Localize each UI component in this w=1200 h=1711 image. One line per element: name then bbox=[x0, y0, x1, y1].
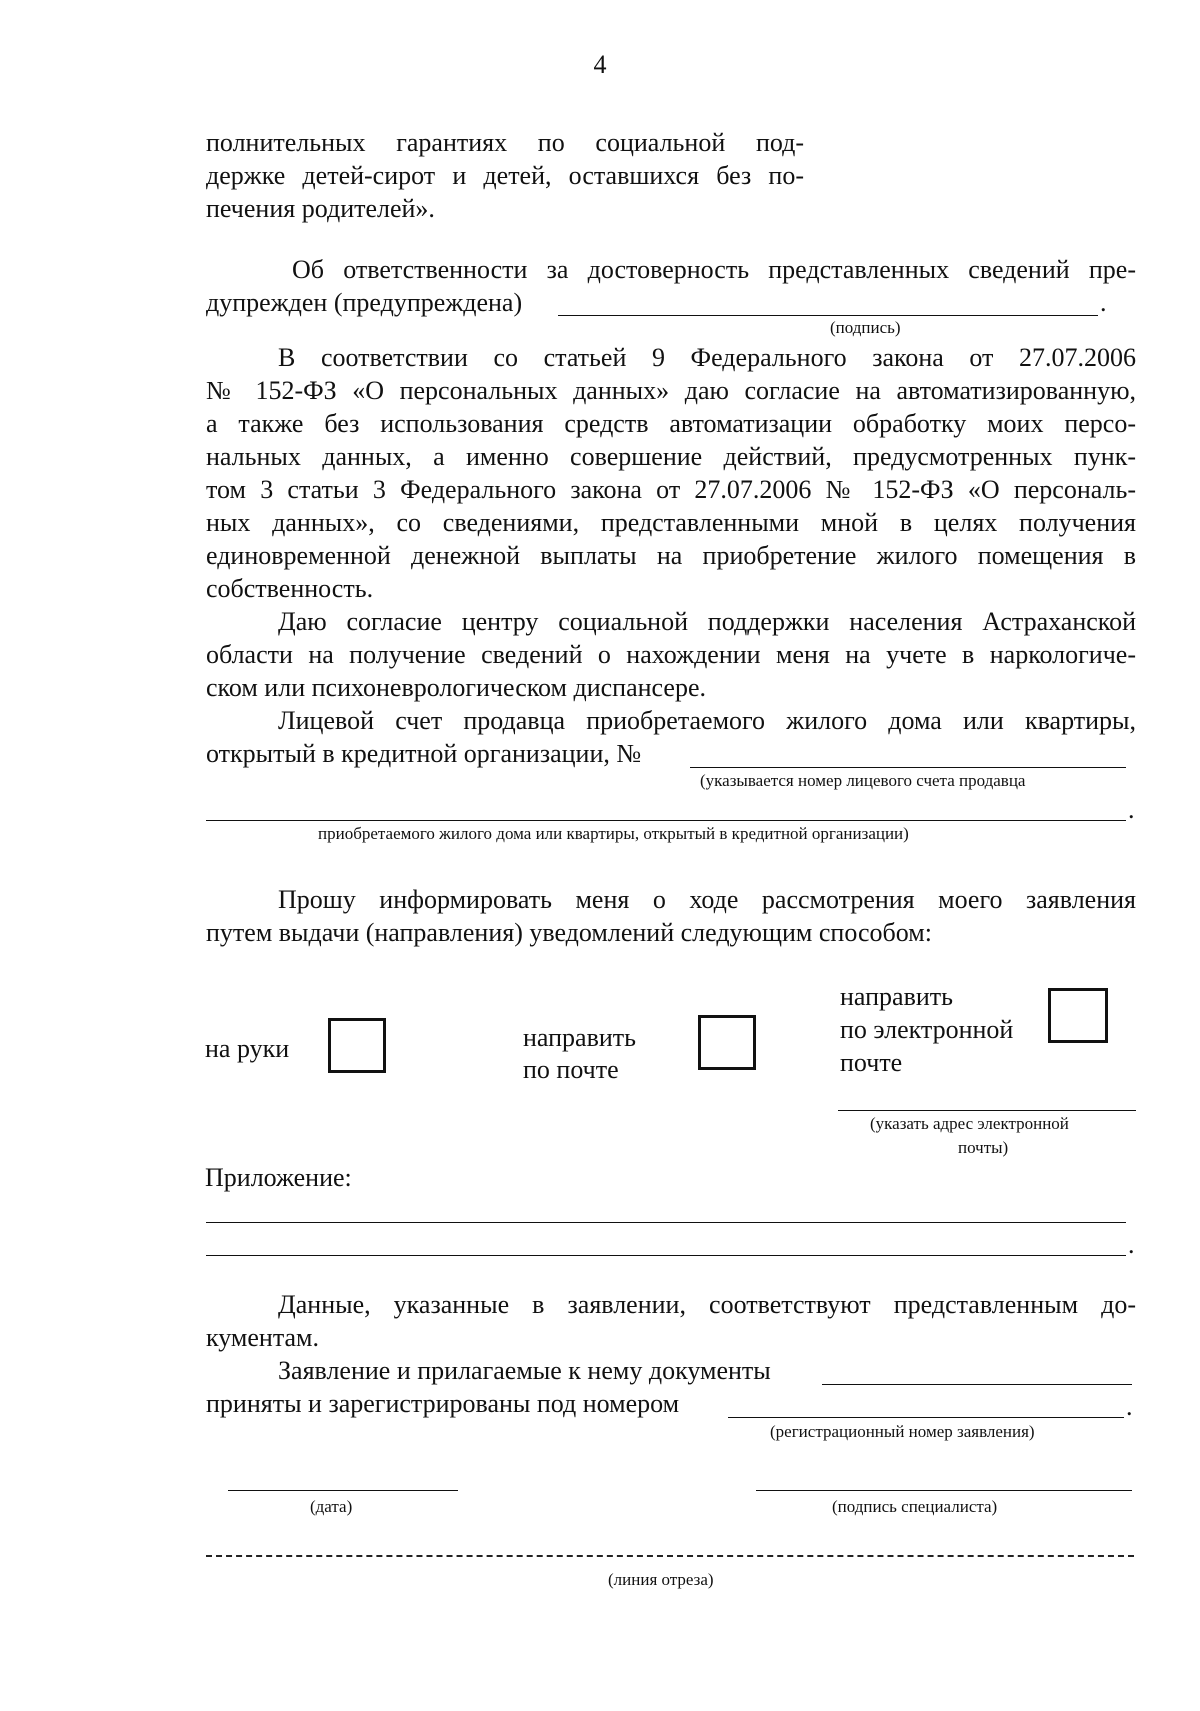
option-by-hand-label: на руки bbox=[205, 1034, 290, 1063]
email-address-line[interactable] bbox=[838, 1110, 1136, 1111]
option-by-email-label-1: направить bbox=[840, 982, 953, 1011]
account-line-2: открытый в кредитной организации, № bbox=[206, 739, 642, 768]
inform-line-1: Прошу информировать меня о ходе рассмотрения моего заявления bbox=[278, 885, 1136, 914]
account-caption-2: приобретаемого жилого дома или квартиры, открытый в кредитной организации) bbox=[318, 824, 909, 843]
specialist-signature-line[interactable] bbox=[756, 1490, 1132, 1491]
intro-line-1: полнительных гарантиях по социальной под- bbox=[206, 128, 804, 157]
cut-line-caption: (линия отреза) bbox=[608, 1570, 714, 1589]
consent-line-2: № 152-ФЗ «О персональных данных» даю согласие на автоматизированную, bbox=[206, 376, 1136, 405]
appendix-period: . bbox=[1128, 1230, 1135, 1259]
officer-line-2: кументам. bbox=[206, 1323, 320, 1352]
page-number: 4 bbox=[593, 50, 607, 79]
appendix-line-1[interactable] bbox=[206, 1222, 1126, 1223]
consent2-line-1: Даю согласие центру социальной поддержки населения Астраханской bbox=[278, 607, 1136, 636]
email-caption-1: (указать адрес электронной bbox=[870, 1114, 1069, 1133]
option-by-email-label-3: почте bbox=[840, 1048, 903, 1077]
inform-line-2: путем выдачи (направления) уведомлений следующим способом: bbox=[206, 918, 932, 947]
consent-line-8: собственность. bbox=[206, 574, 374, 603]
option-by-mail-label-2: по почте bbox=[523, 1055, 619, 1084]
option-by-email-checkbox[interactable] bbox=[1048, 988, 1108, 1043]
officer-line-1: Данные, указанные в заявлении, соответствуют представленным до- bbox=[278, 1290, 1136, 1319]
consent-line-6: ных данных», со сведениями, представленными мной в целях получения bbox=[206, 508, 1136, 537]
registration-period: . bbox=[1126, 1392, 1133, 1421]
account-period: . bbox=[1128, 795, 1135, 824]
officer-line-4: приняты и зарегистрированы под номером bbox=[206, 1389, 680, 1418]
date-line[interactable] bbox=[228, 1490, 458, 1491]
consent-line-4: нальных данных, а именно совершение действий, предусмотренных пунк- bbox=[206, 442, 1136, 471]
appendix-label: Приложение: bbox=[205, 1163, 352, 1192]
officer-line-3: Заявление и прилагаемые к нему документы bbox=[278, 1356, 771, 1385]
option-by-email-label-2: по электронной bbox=[840, 1015, 1014, 1044]
cut-line bbox=[206, 1555, 1134, 1557]
warning-line-1: Об ответственности за достоверность представленных сведений пре- bbox=[292, 255, 1136, 284]
consent-line-3: а также без использования средств автоматизации обработку моих персо- bbox=[206, 409, 1136, 438]
account-number-line[interactable] bbox=[690, 767, 1126, 768]
consent-line-1: В соответствии со статьей 9 Федерального закона от 27.07.2006 bbox=[278, 343, 1136, 372]
intro-line-2: держке детей-сирот и детей, оставшихся без по- bbox=[206, 161, 804, 190]
email-caption-2: почты) bbox=[958, 1138, 1009, 1157]
warning-line-2: дупрежден (предупреждена) bbox=[206, 288, 523, 317]
account-line-1: Лицевой счет продавца приобретаемого жилого дома или квартиры, bbox=[278, 706, 1136, 735]
account-number-line-2[interactable] bbox=[206, 820, 1126, 821]
intro-line-3: печения родителей». bbox=[206, 194, 435, 223]
date-caption: (дата) bbox=[310, 1497, 353, 1516]
option-by-mail-checkbox[interactable] bbox=[698, 1015, 756, 1070]
option-by-hand-checkbox[interactable] bbox=[328, 1018, 386, 1073]
consent-line-5: том 3 статьи 3 Федерального закона от 27.07.2006 № 152-ФЗ «О персональ- bbox=[206, 475, 1136, 504]
signature-line[interactable] bbox=[558, 315, 1098, 316]
registration-caption: (регистрационный номер заявления) bbox=[770, 1422, 1035, 1441]
documents-line[interactable] bbox=[822, 1384, 1132, 1385]
consent2-line-3: ском или психоневрологическом диспансере. bbox=[206, 673, 706, 702]
account-caption-1: (указывается номер лицевого счета продавца bbox=[700, 771, 1026, 790]
option-by-mail-label-1: направить bbox=[523, 1023, 636, 1052]
warning-period: . bbox=[1100, 288, 1107, 317]
registration-number-line[interactable] bbox=[728, 1417, 1124, 1418]
signature-caption: (подпись) bbox=[830, 318, 901, 337]
specialist-signature-caption: (подпись специалиста) bbox=[832, 1497, 998, 1516]
consent-line-7: единовременной денежной выплаты на приобретение жилого помещения в bbox=[206, 541, 1136, 570]
appendix-line-2[interactable] bbox=[206, 1255, 1126, 1256]
consent2-line-2: области на получение сведений о нахождении меня на учете в наркологиче- bbox=[206, 640, 1136, 669]
